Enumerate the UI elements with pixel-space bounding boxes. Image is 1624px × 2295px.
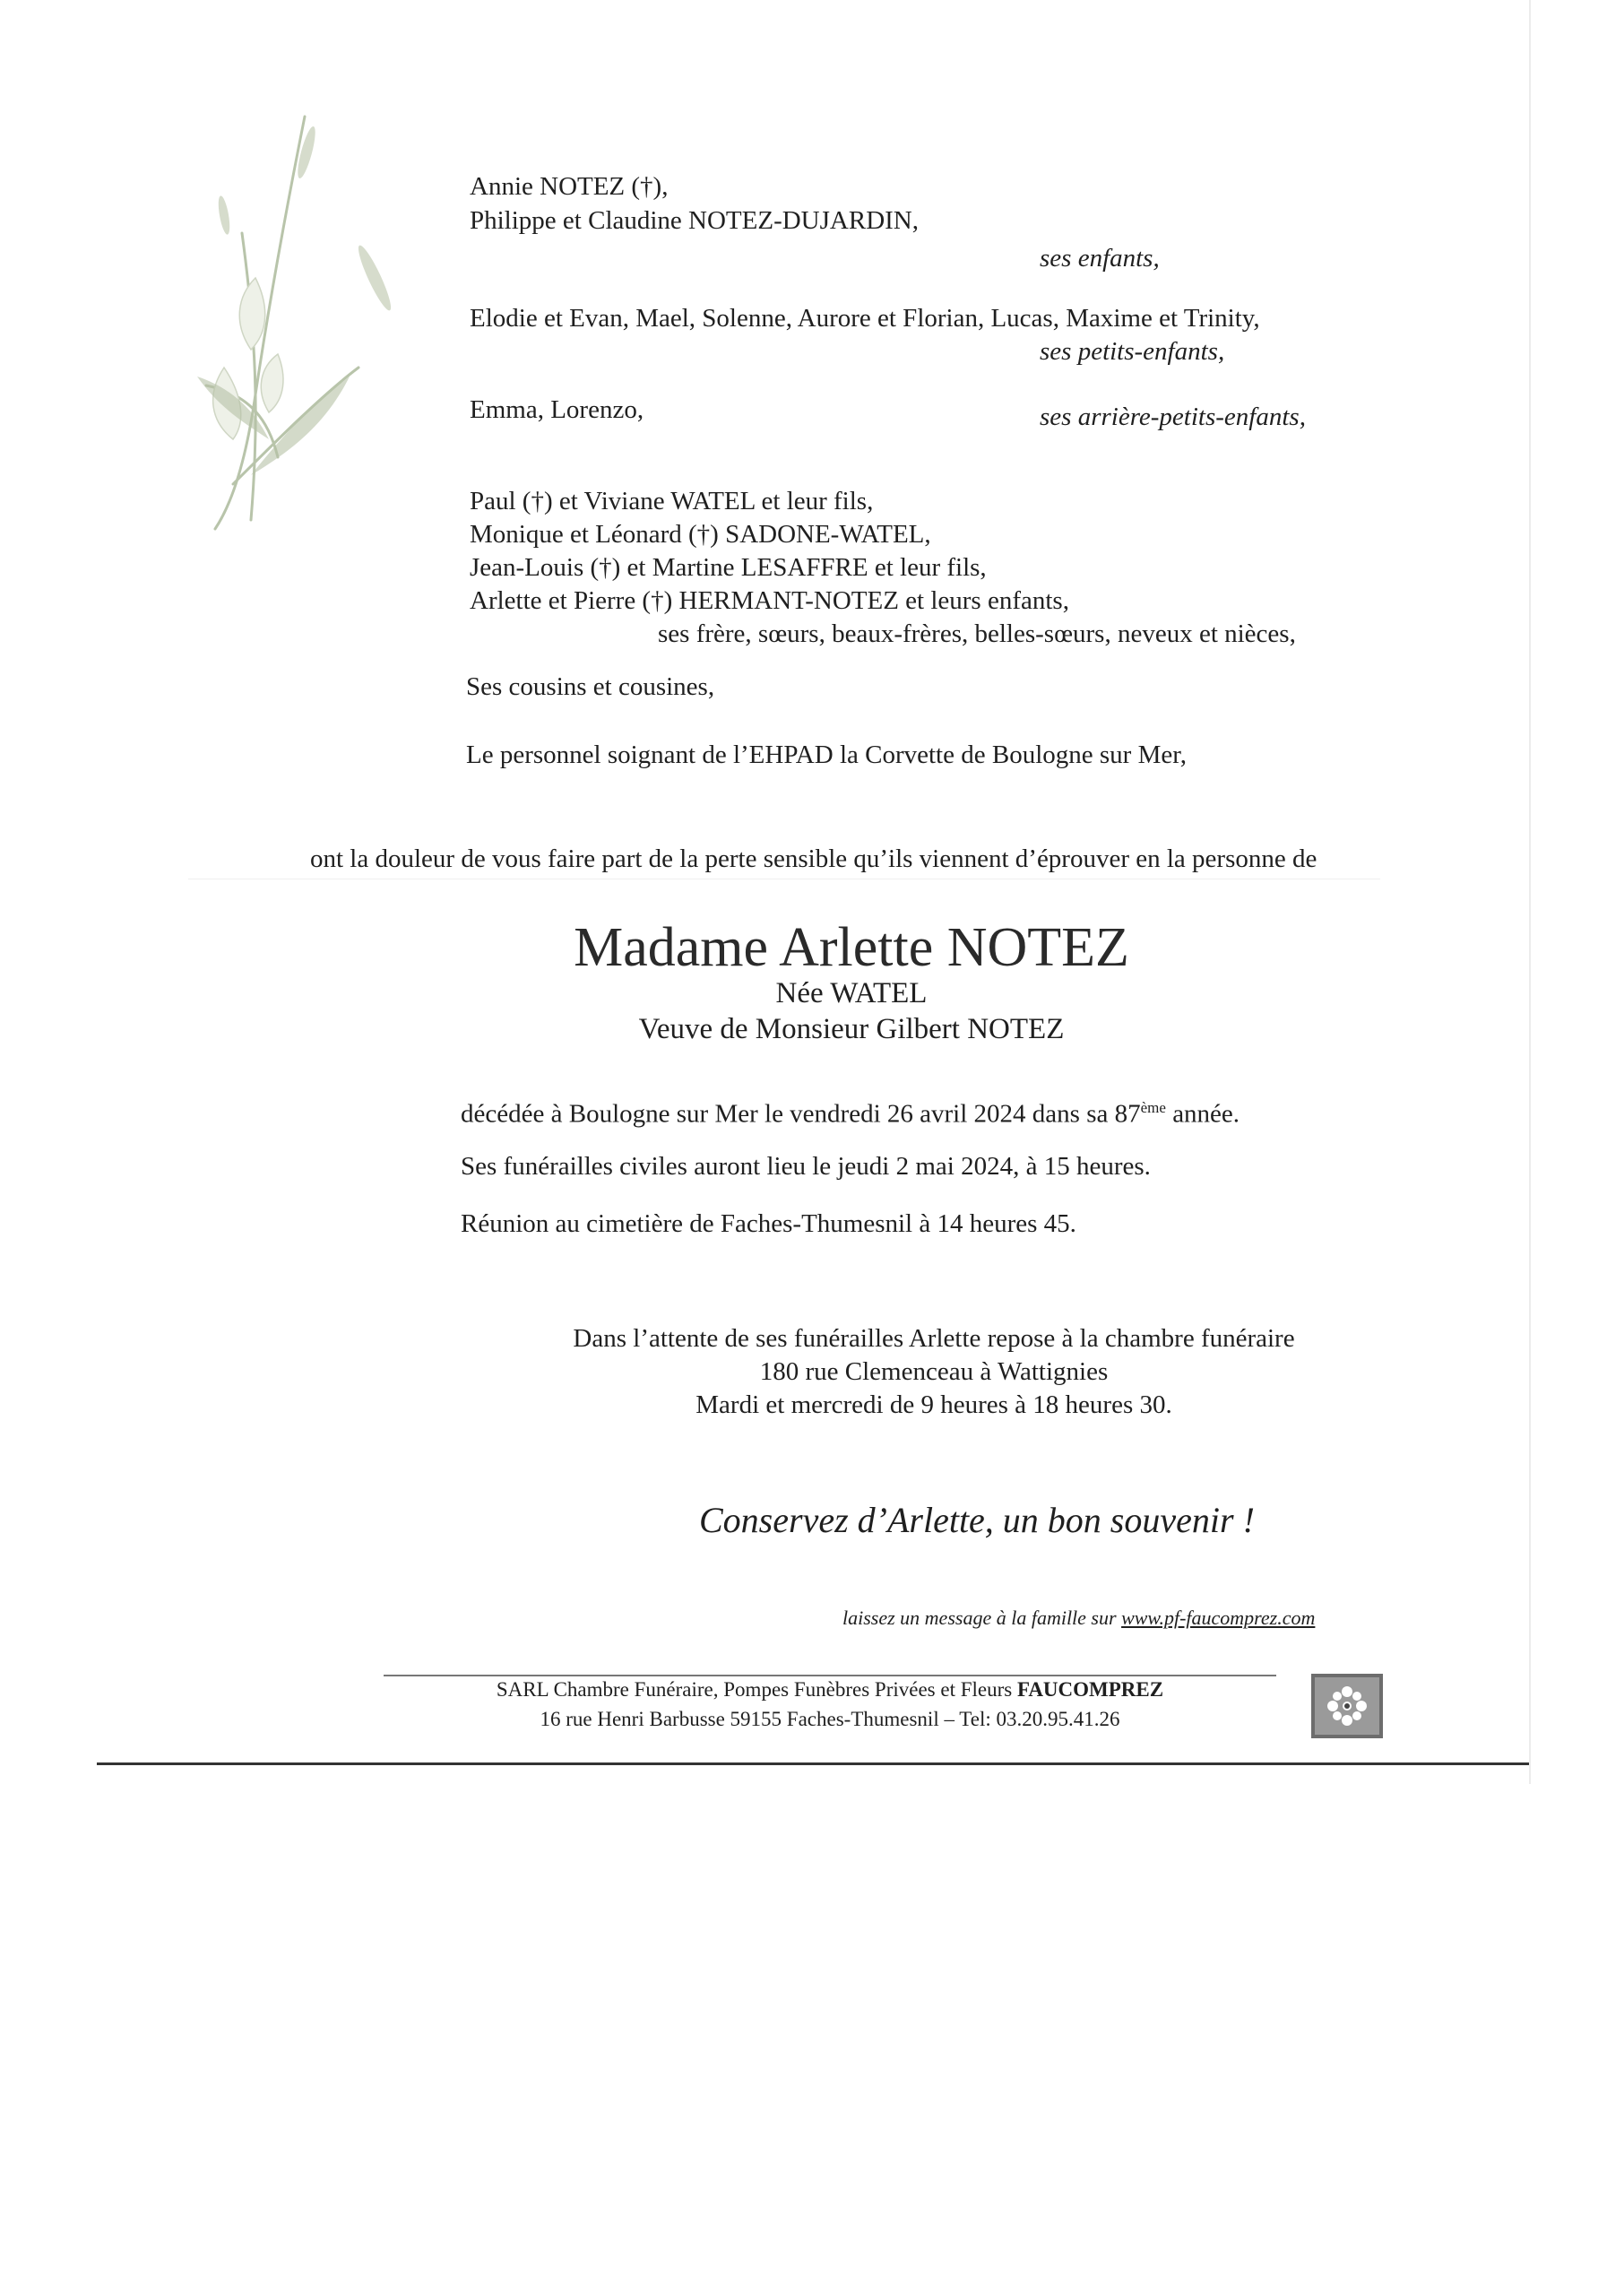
child-line-1: Annie NOTEZ (†), — [470, 172, 669, 201]
grandchildren-line: Elodie et Evan, Mael, Solenne, Aurore et Florian, Lucas, Maxime et Trinity, — [470, 304, 1260, 333]
meeting-line: Réunion au cimetière de Faches-Thumesnil à 14 heures 45. — [461, 1209, 1076, 1238]
footer-brand: FAUCOMPREZ — [1016, 1678, 1164, 1701]
rest-line-3: Mardi et mercredi de 9 heures à 18 heures 30. — [695, 1390, 1172, 1419]
grandchildren-label: ses petits-enfants, — [1040, 337, 1225, 366]
closing-message: Conservez d’Arlette, un bon souvenir ! — [699, 1500, 1255, 1540]
great-grandchildren-label: ses arrière-petits-enfants, — [1040, 403, 1306, 431]
death-line — [461, 1092, 1240, 1130]
website-link[interactable]: www.pf-faucomprez.com — [1121, 1606, 1316, 1629]
announcement-line: ont la douleur de vous faire part de la perte sensible qu’ils viennent d’éprouver en la personne de — [310, 844, 1317, 873]
footer-line-1 — [384, 1676, 1276, 1703]
staff-line: Le personnel soignant de l’EHPAD la Corvette de Boulogne sur Mer, — [466, 740, 1187, 769]
sibling-line-4: Arlette et Pierre (†) HERMANT-NOTEZ et leurs enfants, — [470, 586, 1069, 615]
widow-line: Veuve de Monsieur Gilbert NOTEZ — [638, 1013, 1065, 1045]
deceased-name: Madame Arlette NOTEZ — [574, 917, 1129, 978]
message-note-text: laissez un message à la famille sur — [842, 1606, 1122, 1629]
death-ordinal: ème — [1140, 1099, 1166, 1116]
great-grandchildren-line: Emma, Lorenzo, — [470, 395, 644, 424]
death-suffix: année. — [1165, 1099, 1240, 1129]
cousins-line: Ses cousins et cousines, — [466, 672, 715, 701]
rest-line-1: Dans l’attente de ses funérailles Arlette repose à la chambre funéraire — [573, 1324, 1295, 1353]
death-text: décédée à Boulogne sur Mer le vendredi 26 avril 2024 dans sa 87 — [461, 1099, 1141, 1129]
lily-wheat-illustration — [170, 99, 403, 538]
page-edge — [1529, 0, 1531, 1784]
footer-line-2: 16 rue Henri Barbusse 59155 Faches-Thumesnil – Tel: 03.20.95.41.26 — [540, 1708, 1120, 1730]
siblings-label: ses frère, sœurs, beaux-frères, belles-sœurs, neveux et nièces, — [658, 619, 1296, 648]
funeral-line: Ses funérailles civiles auront lieu le jeudi 2 mai 2024, à 15 heures. — [461, 1152, 1151, 1181]
sibling-line-1: Paul (†) et Viviane WATEL et leur fils, — [470, 487, 874, 515]
child-line-2: Philippe et Claudine NOTEZ-DUJARDIN, — [470, 206, 919, 235]
footer-company: SARL Chambre Funéraire, Pompes Funèbres Privées et Fleurs — [496, 1678, 1017, 1701]
rest-line-2: 180 rue Clemenceau à Wattignies — [759, 1357, 1109, 1386]
children-label: ses enfants, — [1040, 244, 1160, 273]
sibling-line-2: Monique et Léonard (†) SADONE-WATEL, — [470, 520, 931, 549]
maiden-name: Née WATEL — [775, 977, 928, 1009]
sibling-line-3: Jean-Louis (†) et Martine LESAFFRE et leur fils, — [470, 553, 987, 582]
page-bottom-rule — [97, 1762, 1529, 1765]
company-logo — [1310, 1673, 1384, 1739]
message-note — [842, 1606, 1315, 1630]
